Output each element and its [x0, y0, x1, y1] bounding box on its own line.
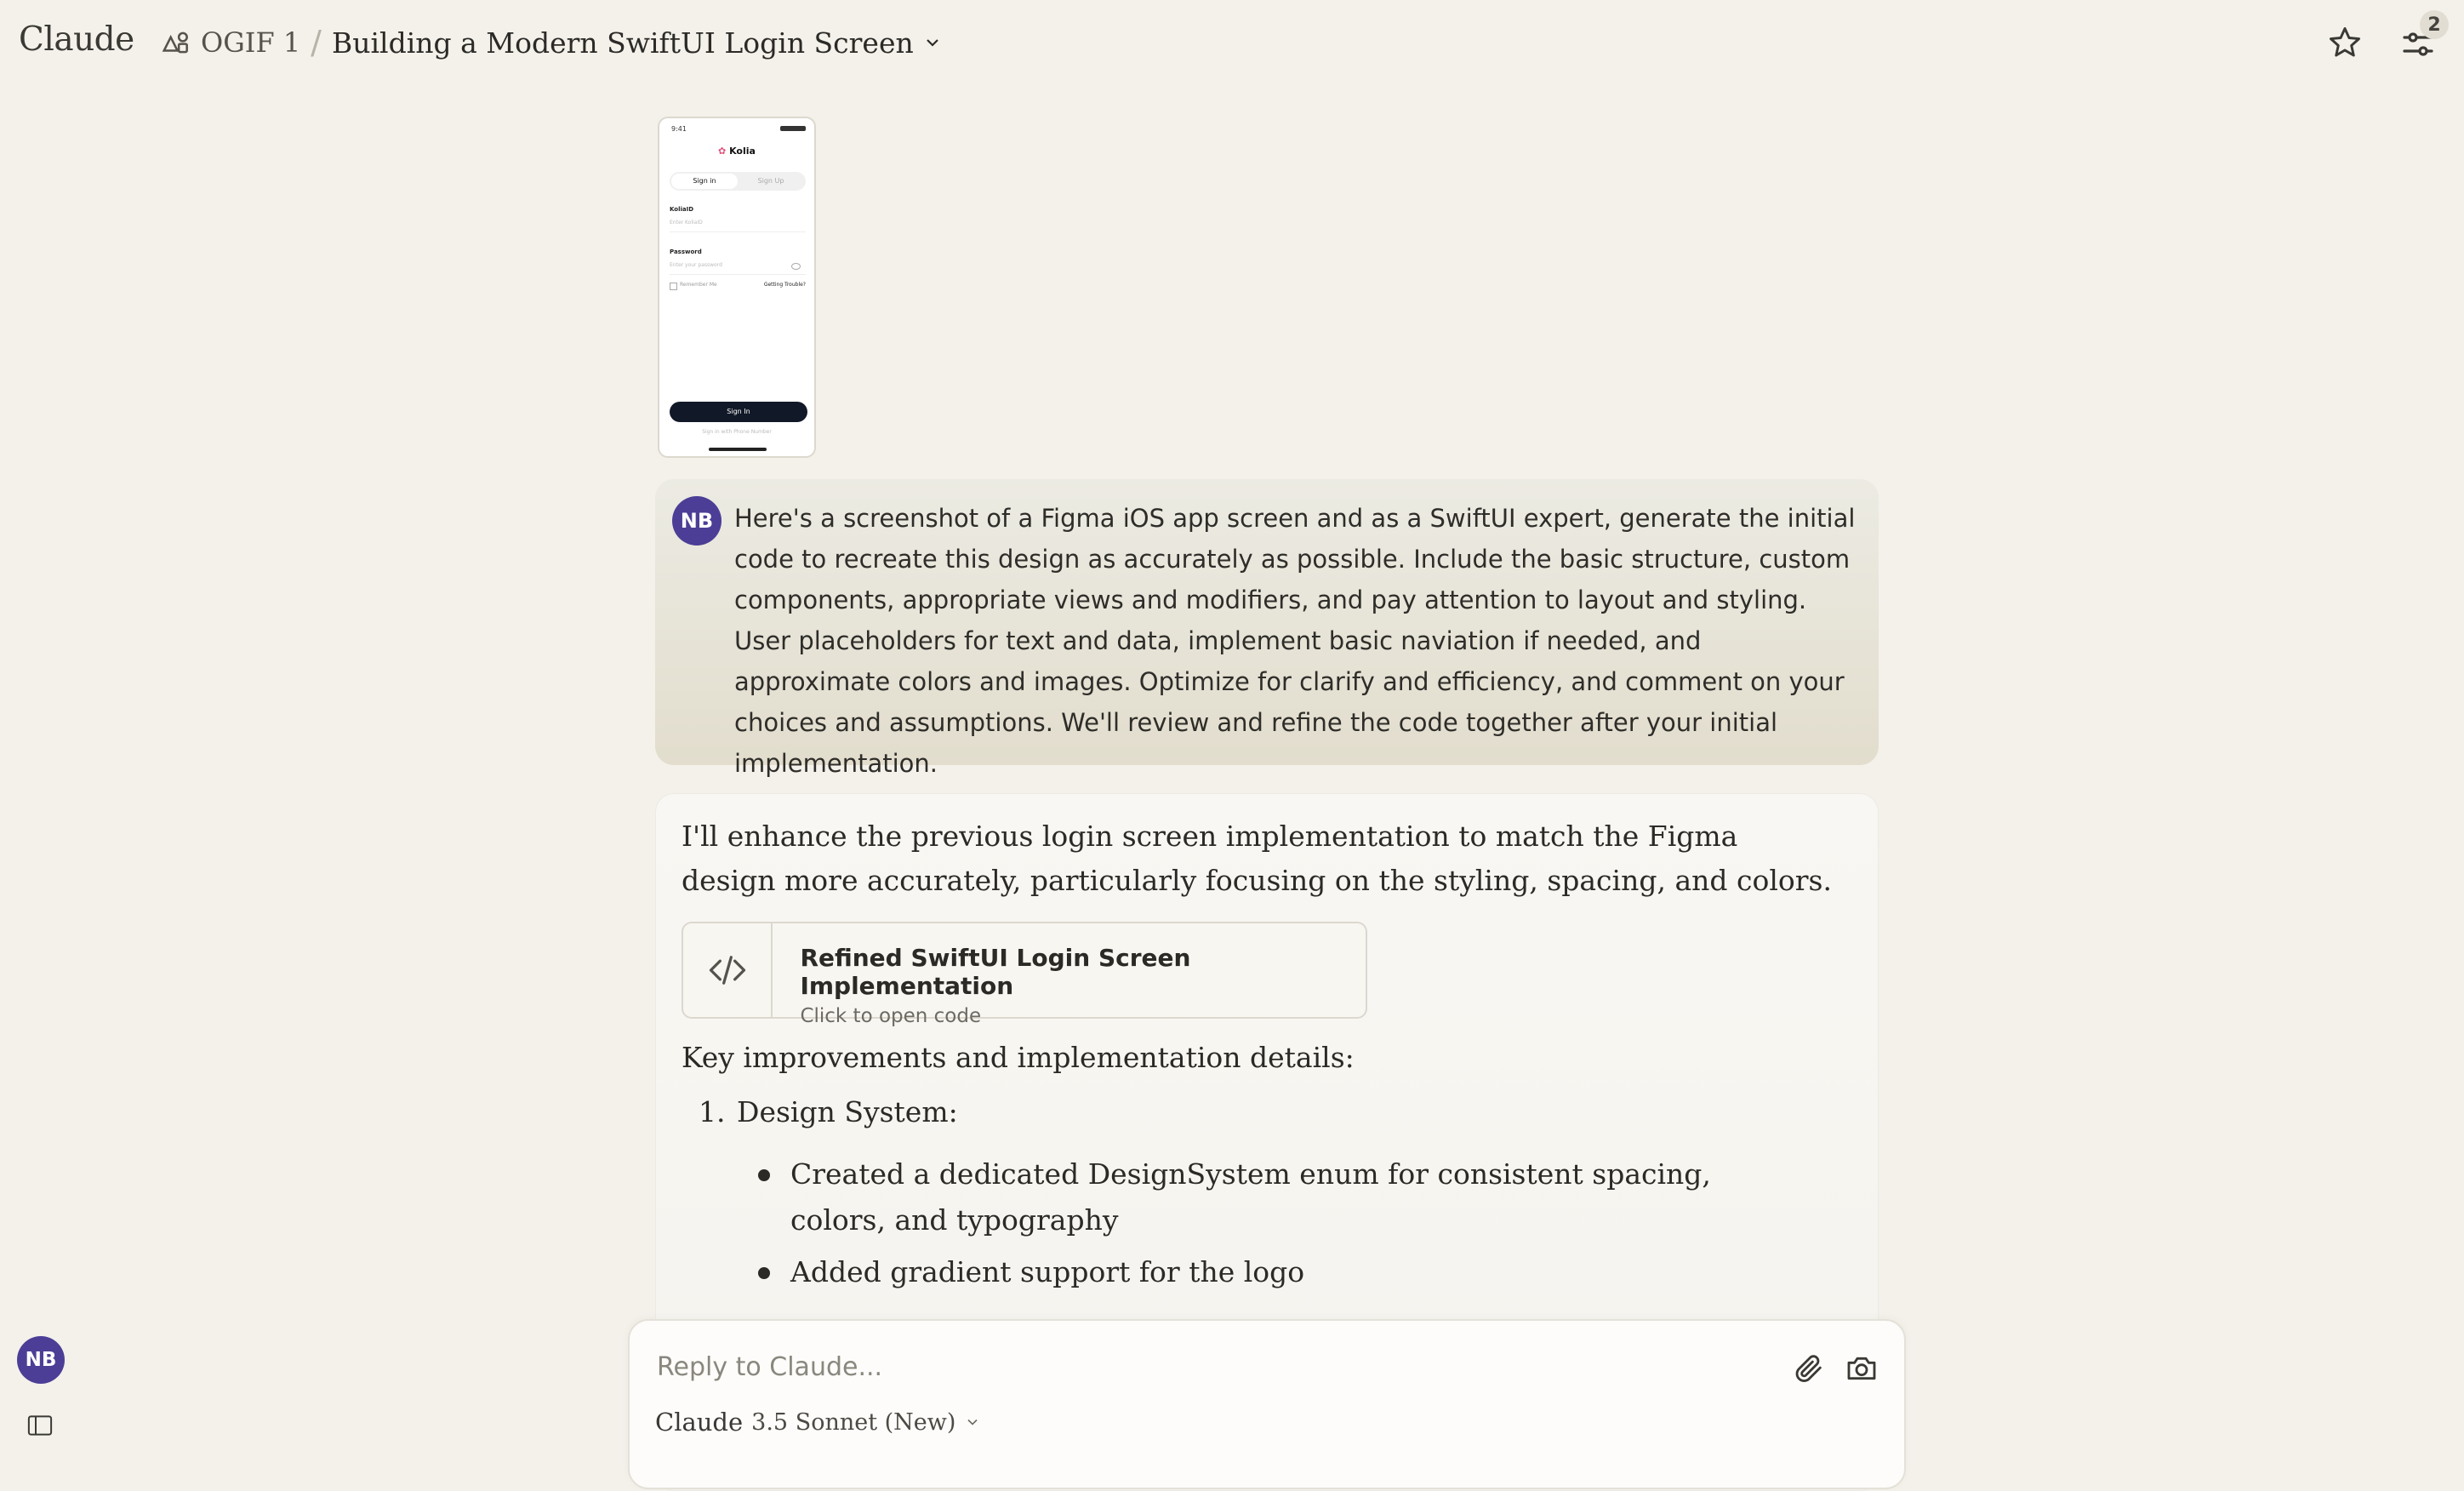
thumb-remember-label: Remember Me [680, 282, 717, 288]
thumb-tab-signin: Sign in [671, 174, 738, 189]
code-icon [683, 923, 773, 1017]
key-improvements-heading: Key improvements and implementation details: [682, 1041, 1355, 1074]
account-avatar[interactable]: NB [17, 1336, 65, 1384]
notification-badge: 2 [2420, 10, 2449, 39]
assistant-intro: I'll enhance the previous login screen implementation to match the Figma design more accurately, particularly focusing on the styling, spacing, and colors. [682, 820, 1832, 897]
conversation-title[interactable]: Building a Modern SwiftUI Login Screen [331, 26, 914, 60]
thumb-status-bar [780, 126, 806, 131]
list-item-number: 1. [699, 1095, 726, 1128]
user-avatar: NB [672, 496, 722, 546]
thumb-remember-checkbox [670, 283, 677, 290]
user-message-text: Here's a screenshot of a Figma iOS app screen and as a SwiftUI expert, generate the initial code to recreate this design as accurately as possible. Include the basic structure, custom components, appropriate views and modifiers, and pay attention to layout and styling. User placeholders for text and data, implement basic naviation if needed, and approximate colors and images. Optimize for clarify and efficiency, and comment on your choices and assumptions. We'll review and refine the code together after your initial implementation. [734, 504, 1856, 778]
thumb-home-indicator [709, 448, 767, 451]
thumb-password-placeholder: Enter your password [670, 262, 722, 268]
thumb-logo-mark-icon: ✿ [718, 146, 730, 157]
artifact-title: Refined SwiftUI Login Screen Implementation [800, 944, 1191, 1000]
thumb-password-field [670, 257, 806, 275]
reply-composer [628, 1319, 1906, 1489]
thumb-alt-signin: Sign in with Phone Number [702, 429, 772, 435]
top-bar [0, 0, 2464, 85]
breadcrumb [160, 24, 943, 61]
thumb-segment-control [670, 172, 806, 191]
thumb-id-label: KoliaID [670, 206, 694, 213]
user-message [655, 479, 1879, 778]
bullet-dot [758, 1169, 770, 1181]
thumb-trouble-link: Getting Trouble? [763, 282, 806, 288]
thumb-eye-icon [791, 263, 801, 270]
star-icon[interactable] [2326, 24, 2364, 61]
model-selector[interactable] [655, 1408, 981, 1437]
thumb-id-field: Enter KoliaID [670, 214, 806, 232]
thumb-app-logo [659, 146, 814, 157]
sidebar-toggle-icon[interactable] [27, 1414, 53, 1437]
model-name: 3.5 Sonnet (New) [751, 1408, 956, 1436]
chevron-down-icon[interactable] [922, 32, 943, 53]
thumb-signin-button: Sign In [670, 402, 807, 422]
model-brand: Claude [655, 1408, 744, 1437]
bullet-dot [758, 1267, 770, 1279]
attachment-thumbnail[interactable] [658, 117, 816, 458]
project-icon [160, 26, 192, 59]
thumb-time: 9:41 [671, 125, 687, 133]
breadcrumb-separator: / [311, 24, 322, 61]
camera-icon[interactable] [1845, 1351, 1879, 1385]
bullet-item: Added gradient support for the logo [790, 1255, 1305, 1288]
thumb-app-name: Kolia [729, 146, 756, 157]
artifact-card[interactable] [682, 922, 1367, 1027]
claude-logo[interactable]: Claude [19, 20, 134, 59]
artifact-text [773, 923, 1366, 1027]
thumb-tab-signup: Sign Up [757, 177, 784, 185]
bullet-item: Created a dedicated DesignSystem enum for consistent spacing, colors, and typography [790, 1157, 1711, 1237]
list-item-title: Design System: [737, 1095, 958, 1128]
artifact-subtitle: Click to open code [800, 1005, 982, 1027]
paperclip-icon[interactable] [1792, 1351, 1826, 1385]
reply-input[interactable] [655, 1351, 1782, 1383]
project-link[interactable]: OGIF 1 [201, 26, 301, 59]
thumb-password-label: Password [670, 248, 702, 255]
chevron-down-icon [964, 1414, 981, 1431]
